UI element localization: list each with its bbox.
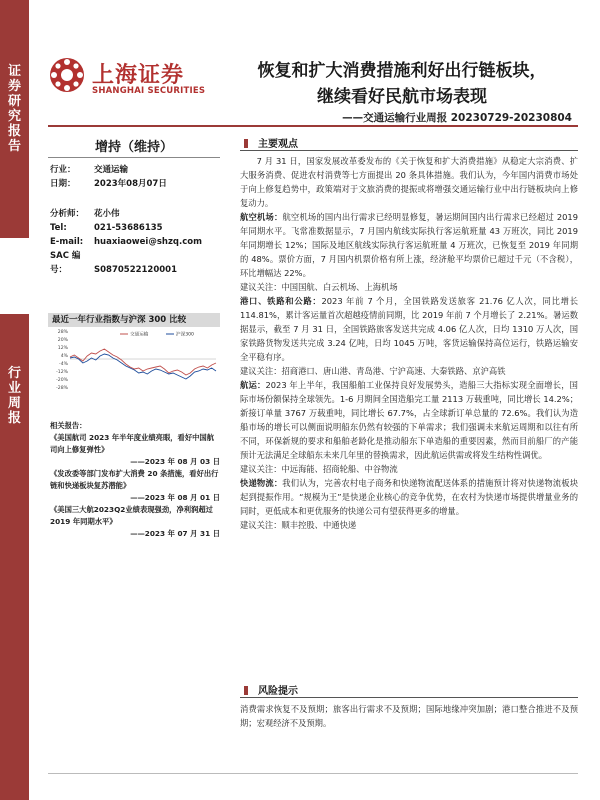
sidebar-weekly [0, 314, 29, 800]
index-comparison-chart [48, 328, 220, 390]
para-shipping: 航运：2023 年上半年，我国船舶工业保持良好发展势头，造船三大指标实现全面增长，国际市场份额保持全球领先。1-6 月期间全国造船完工量 2113 万载重吨，同比增长 14.2%；新接订单量 3767 万载重吨，同比增长 67.7%，占全球新订单总量的 72.6%。我们认为造船市场的增长可以侧面说明船东仍然有较强的下单需求；我们强调未来航运周期和以往有所不同，环保新规的要求和船舶老龄化是推动船东下单造船的重要因素，然而目前船厂的产能预计无法满足全球船东未来几年里的替换需求，因此航运供需或将发生结构性调优。 [240, 380, 578, 460]
legend-label: 沪深300 [176, 332, 194, 338]
meta-industry [50, 163, 128, 177]
risk-heading-rule [240, 697, 578, 698]
legend-label: 交通运输 [130, 332, 149, 338]
related-item[interactable]: 《美国航司 2023 年半年度业绩亮眼，看好中国航司向上修复弹性》 [50, 433, 215, 454]
series-line-transport [70, 349, 216, 375]
meta-key: 日期： [50, 179, 76, 189]
y-tick-label: -12% [56, 369, 68, 375]
y-tick-label: 4% [60, 353, 68, 359]
rating: 增持（维持） [94, 140, 173, 155]
main-heading: 主要观点 [244, 135, 298, 150]
sug-ports-rail: 建议关注：招商港口、唐山港、青岛港、宁沪高速、大秦铁路、京沪高铁 [240, 366, 506, 376]
para-ports-rail: 港口、铁路和公路：2023 年前 7 个月，全国铁路发送旅客 21.76 亿人次，同比增长 114.81%，累计客运量首次超越疫情前同期，比 2019 年前 7 个月增长了 2.21%。暑运数据显示，截至 7 月 31 日，全国铁路旅客发送共完成 4.06 亿人次，日均 1310 万人次，国家铁路货物发送共完成 3.24 亿吨，日均 1045 万吨，客货运输保持高位运行，铁路运输安全平稳有序。 [240, 296, 578, 362]
meta-value: 2023年08月07日 [94, 179, 167, 189]
series-line-hs300 [70, 354, 216, 379]
related-item[interactable]: 《美国三大航2023Q2业绩表现强劲，净利润超过 2019 年同期水平》 [50, 505, 213, 526]
sug-shipping: 建议关注：中远海能、招商轮船、中谷物流 [240, 464, 398, 474]
analyst-key: 分析师： [50, 209, 85, 219]
y-tick-label: 28% [57, 329, 68, 335]
y-tick-label: -20% [56, 377, 68, 383]
y-tick-label: -4% [59, 361, 68, 367]
report-title [232, 58, 572, 110]
analyst-value: 021-53686135 [94, 223, 163, 233]
main-body [240, 154, 578, 532]
meta-date [50, 177, 167, 191]
title-line-2: 继续看好民航市场表现 [317, 87, 487, 107]
para-express: 快递物流：我们认为，完善农村电子商务和快递物流配送体系的措施预计将对快递物流板块起到提振作用。“规模为王”是快递企业核心的竞争优势，在农村为快递市场提供增量业务的同时，更低成本和更优服务的快递公司有望获得更多的增量。 [240, 478, 578, 516]
analyst-key: SAC 编号： [50, 251, 81, 275]
related-item[interactable]: 《发改委等部门发布扩大消费 20 条措施，看好出行链和快递板块复苏潜能》 [50, 469, 219, 490]
y-tick-label: 12% [57, 345, 68, 351]
meta-value: 交通运输 [94, 165, 129, 175]
section-marker [244, 686, 248, 695]
brand-name-cn: 上海证券 [92, 63, 185, 88]
sidebar-top-label: 证券研究报告 [7, 64, 21, 154]
rating-divider [48, 157, 220, 158]
analyst-value: 花小伟 [94, 209, 120, 219]
title-line-1: 恢复和扩大消费措施利好出行链板块， [257, 61, 547, 81]
related-reports [50, 420, 220, 540]
sidebar-bottom-label: 行业周报 [7, 366, 21, 426]
related-date: ——2023 年 08 月 03 日 [130, 457, 220, 466]
sug-aviation: 建议关注：中国国航、白云机场、上海机场 [240, 282, 398, 292]
sug-express: 建议关注：顺丰控股、中通快递 [240, 520, 357, 530]
para-aviation: 航空机场：航空机场的国内出行需求已经明显修复，暑运期间国内出行需求已经超过 2019 年同期水平。飞常准数据显示，7 月国内航线实际执行客运航班量 43 万班次，同比 2019 年同期增长 12%；国际及地区航线实际执行客运航班量 4 万班次，已恢复至 2019 年同期的 48%。票价方面，7 月国内机票价格有所上涨，经济舱平均票价已超过千元（不含税），环比增幅达 22%。 [240, 212, 578, 278]
related-heading: 相关报告： [50, 421, 87, 430]
logo-emblem-icon [48, 56, 86, 94]
para-risk: 消费需求恢复不及预期；旅客出行需求不及预期；国际地缘冲突加剧；港口整合推进不及预期；宏观经济不及预期。 [240, 704, 578, 728]
analyst-sac [50, 249, 177, 277]
analyst-name [50, 207, 120, 221]
report-subtitle: ——交通运输行业周报 20230729-20230804 [342, 112, 572, 124]
risk-body [240, 702, 578, 730]
sidebar-report-type [0, 0, 29, 238]
meta-key: 行业： [50, 165, 76, 175]
related-date: ——2023 年 08 月 01 日 [130, 493, 220, 502]
analyst-tel [50, 221, 163, 235]
y-tick-label: 20% [57, 337, 68, 343]
analyst-key: E-mail: [50, 237, 84, 247]
brand-name-en: SHANGHAI SECURITIES [92, 86, 206, 96]
analyst-value: S0870522120001 [94, 265, 178, 275]
related-date: ——2023 年 07 月 31 日 [130, 529, 220, 538]
analyst-email [50, 235, 202, 249]
footer-divider [48, 773, 578, 774]
analyst-key: Tel: [50, 223, 67, 233]
section-marker [244, 139, 248, 148]
para-intro: 7 月 31 日，国家发展改革委发布的《关于恢复和扩大消费措施》从稳定大宗消费、扩大服务消费、促进农村消费等七方面提出 20 条具体措施。我们认为，今年国内消费市场处于向上修复趋势中，政策端对于文旅消费的提振或将增强交通运输行业中出行链板块向上修复动力。 [240, 156, 578, 208]
y-tick-label: -28% [56, 385, 68, 390]
main-heading-rule [240, 150, 578, 151]
header-divider [48, 125, 578, 127]
analyst-value[interactable]: huaxiaowei@shzq.com [94, 237, 202, 247]
brand-logo [48, 56, 220, 100]
risk-heading: 风险提示 [244, 682, 298, 697]
chart-title: 最近一年行业指数与沪深 300 比较 [48, 313, 220, 327]
